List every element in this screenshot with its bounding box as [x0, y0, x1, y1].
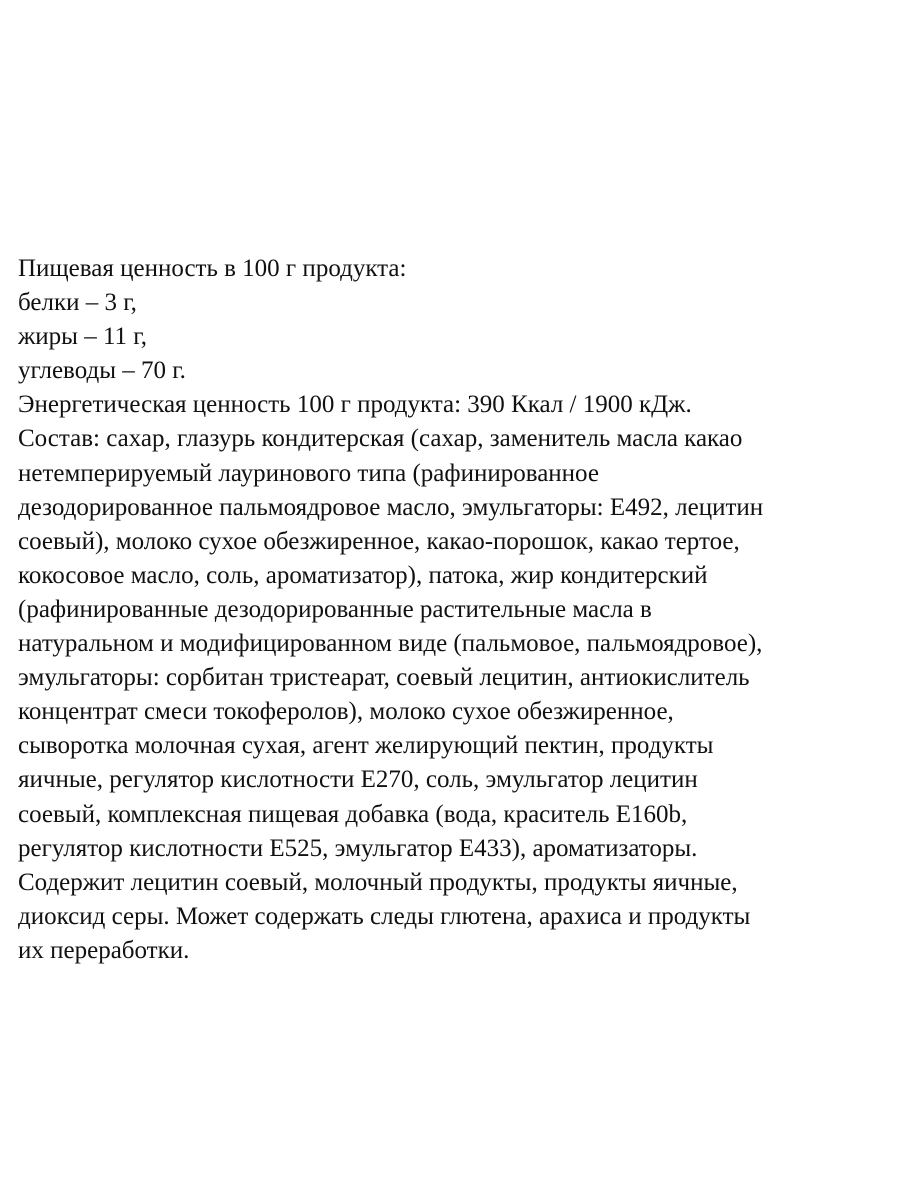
- protein-line: белки – 3 г,: [18, 289, 137, 317]
- composition-line: дезодорированное пальмоядровое масло, эмульгаторы: Е492, лецитин: [18, 493, 764, 521]
- composition-line: эмульгаторы: сорбитан тристеарат, соевый лецитин, антиокислитель: [18, 664, 750, 692]
- composition-line: кокосовое масло, соль, ароматизатор), патока, жир кондитерский: [18, 561, 708, 589]
- composition-line: регулятор кислотности Е525, эмульгатор Е433), ароматизаторы.: [18, 834, 698, 862]
- composition-line: (рафинированные дезодорированные растительные масла в: [18, 595, 652, 623]
- allergen-line: Содержит лецитин соевый, молочный продукты, продукты яичные,: [18, 868, 738, 896]
- composition-line: соевый, комплексная пищевая добавка (вода, краситель Е160b,: [18, 800, 688, 828]
- composition-line: сыворотка молочная сухая, агент желирующий пектин, продукты: [18, 732, 714, 760]
- fat-line: жиры – 11 г,: [18, 323, 147, 351]
- allergen-line: диоксид серы. Может содержать следы глютена, арахиса и продукты: [18, 902, 751, 930]
- energy-line: Энергетическая ценность 100 г продукта: 390 Ккал / 1900 кДж.: [18, 391, 692, 419]
- composition-line: натуральном и модифицированном виде (пальмовое, пальмоядровое),: [18, 630, 763, 658]
- composition-line: яичные, регулятор кислотности Е270, соль, эмульгатор лецитин: [18, 766, 698, 794]
- composition-line: Состав: сахар, глазурь кондитерская (сахар, заменитель масла какао: [18, 425, 743, 453]
- composition-line: нетемперируемый лауринового типа (рафинированное: [18, 459, 599, 487]
- composition-line: соевый), молоко сухое обезжиренное, какао-порошок, какао тертое,: [18, 527, 740, 555]
- product-label-text: [18, 252, 888, 968]
- composition-block: [18, 422, 888, 865]
- nutrition-heading: Пищевая ценность в 100 г продукта:: [18, 255, 407, 282]
- allergen-line: их переработки.: [18, 936, 190, 964]
- carbs-line: углеводы – 70 г.: [18, 357, 186, 385]
- allergen-block: [18, 866, 888, 968]
- composition-line: концентрат смеси токоферолов), молоко сухое обезжиренное,: [18, 698, 674, 726]
